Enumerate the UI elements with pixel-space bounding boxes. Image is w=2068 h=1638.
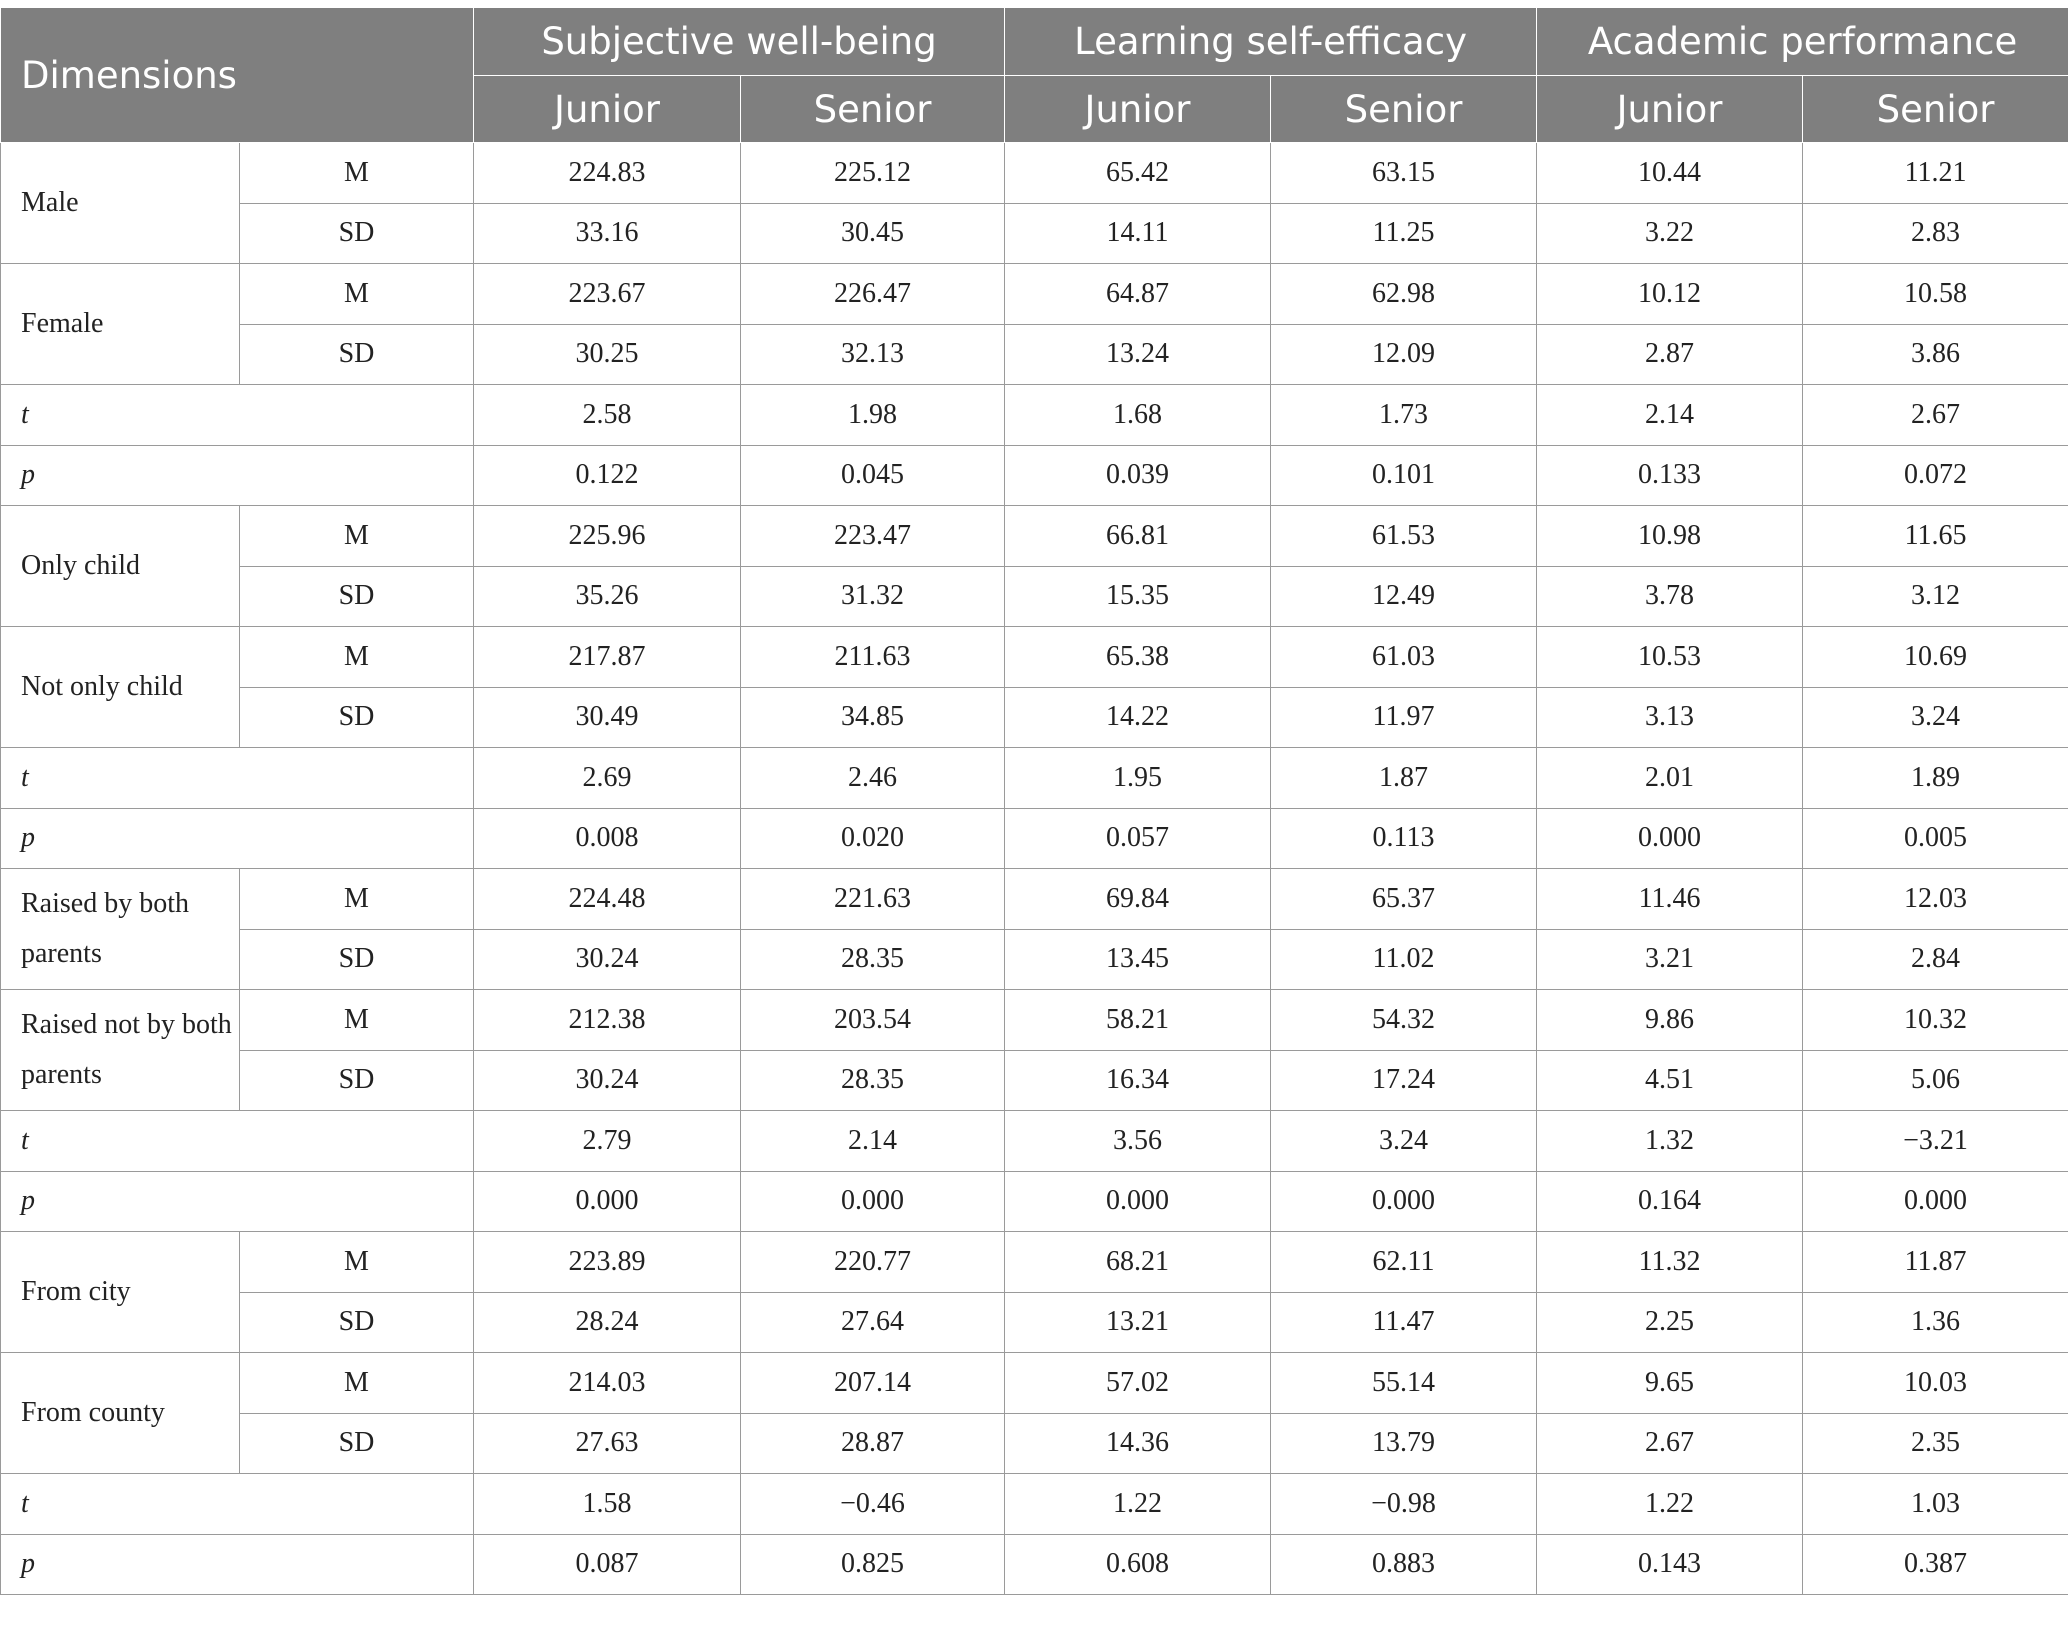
- table-cell: 2.58: [474, 385, 741, 446]
- table-cell: 211.63: [741, 627, 1005, 688]
- subheader-junior: Junior: [1537, 76, 1803, 143]
- table-cell: 12.09: [1271, 324, 1537, 385]
- table-cell: 32.13: [741, 324, 1005, 385]
- table-cell: 55.14: [1271, 1353, 1537, 1414]
- table-cell: 2.69: [474, 748, 741, 809]
- table-cell: 0.020: [741, 808, 1005, 869]
- row-label: p: [1, 1171, 474, 1232]
- table-cell: 225.12: [741, 143, 1005, 204]
- table-row: [1, 324, 2068, 385]
- table-cell: 2.67: [1803, 385, 2068, 446]
- table-cell: 62.11: [1271, 1232, 1537, 1293]
- table-cell: 0.008: [474, 808, 741, 869]
- table-cell: 2.87: [1537, 324, 1803, 385]
- table-cell: 0.000: [1271, 1171, 1537, 1232]
- table-cell: 0.387: [1803, 1534, 2068, 1595]
- table-cell: 3.86: [1803, 324, 2068, 385]
- table-cell: −0.46: [741, 1474, 1005, 1535]
- table-cell: 3.56: [1005, 1111, 1271, 1172]
- table-cell: 10.44: [1537, 143, 1803, 204]
- table-cell: 14.22: [1005, 687, 1271, 748]
- row-label: p: [1, 808, 474, 869]
- table-cell: 30.25: [474, 324, 741, 385]
- table-row: [1, 1232, 2068, 1293]
- table-cell: 0.133: [1537, 445, 1803, 506]
- table-cell: 33.16: [474, 203, 741, 264]
- row-label: From county: [1, 1353, 240, 1474]
- table-cell: −0.98: [1271, 1474, 1537, 1535]
- table-cell: 11.46: [1537, 869, 1803, 930]
- table-cell: 0.000: [1537, 808, 1803, 869]
- table-cell: 13.45: [1005, 929, 1271, 990]
- table-cell: 1.36: [1803, 1292, 2068, 1353]
- subheader-junior: Junior: [1005, 76, 1271, 143]
- table-cell: 31.32: [741, 566, 1005, 627]
- table-cell: 11.02: [1271, 929, 1537, 990]
- table-cell: 27.64: [741, 1292, 1005, 1353]
- table-cell: 0.087: [474, 1534, 741, 1595]
- table-cell: 30.24: [474, 929, 741, 990]
- subheader-senior: Senior: [741, 76, 1005, 143]
- table-cell: 1.22: [1005, 1474, 1271, 1535]
- table-cell: 5.06: [1803, 1050, 2068, 1111]
- table-row: [1, 1353, 2068, 1414]
- table-cell: 28.24: [474, 1292, 741, 1353]
- table-cell: 28.35: [741, 929, 1005, 990]
- stat-label: SD: [240, 324, 474, 385]
- table-cell: 65.38: [1005, 627, 1271, 688]
- table-cell: 11.65: [1803, 506, 2068, 567]
- table-cell: 0.000: [741, 1171, 1005, 1232]
- table-cell: 2.14: [741, 1111, 1005, 1172]
- table-cell: 0.000: [1803, 1171, 2068, 1232]
- table-cell: 0.057: [1005, 808, 1271, 869]
- table-cell: 223.89: [474, 1232, 741, 1293]
- table-cell: 34.85: [741, 687, 1005, 748]
- row-label: t: [1, 385, 474, 446]
- table-cell: 0.825: [741, 1534, 1005, 1595]
- stat-label: SD: [240, 687, 474, 748]
- table-cell: 68.21: [1005, 1232, 1271, 1293]
- table-row: [1, 1413, 2068, 1474]
- table-cell: 10.69: [1803, 627, 2068, 688]
- table-cell: 214.03: [474, 1353, 741, 1414]
- table-row: [1, 687, 2068, 748]
- table-cell: 62.98: [1271, 264, 1537, 325]
- dimensions-header: Dimensions: [1, 8, 474, 143]
- table-cell: 1.32: [1537, 1111, 1803, 1172]
- table-row: [1, 1292, 2068, 1353]
- table-cell: 64.87: [1005, 264, 1271, 325]
- table-cell: 9.65: [1537, 1353, 1803, 1414]
- table-row: [1, 203, 2068, 264]
- table-cell: 223.47: [741, 506, 1005, 567]
- table-cell: 1.03: [1803, 1474, 2068, 1535]
- table-row: [1, 929, 2068, 990]
- table-row: [1, 264, 2068, 325]
- stat-label: SD: [240, 1050, 474, 1111]
- subheader-senior: Senior: [1803, 76, 2068, 143]
- table-row: [1, 627, 2068, 688]
- table-row: [1, 1050, 2068, 1111]
- row-label: p: [1, 1534, 474, 1595]
- table-cell: 3.12: [1803, 566, 2068, 627]
- table-cell: 65.37: [1271, 869, 1537, 930]
- stat-label: M: [240, 264, 474, 325]
- table-cell: 12.49: [1271, 566, 1537, 627]
- row-label: t: [1, 1111, 474, 1172]
- table-cell: 212.38: [474, 990, 741, 1051]
- table-row: [1, 566, 2068, 627]
- table-cell: 0.000: [1005, 1171, 1271, 1232]
- table-cell: 66.81: [1005, 506, 1271, 567]
- table-cell: 1.89: [1803, 748, 2068, 809]
- stat-label: M: [240, 1353, 474, 1414]
- table-cell: 2.79: [474, 1111, 741, 1172]
- group-header-wellbeing: Subjective well-being: [474, 8, 1005, 76]
- table-cell: 2.14: [1537, 385, 1803, 446]
- table-cell: 61.03: [1271, 627, 1537, 688]
- table-cell: 0.039: [1005, 445, 1271, 506]
- table-cell: 1.68: [1005, 385, 1271, 446]
- table-cell: 203.54: [741, 990, 1005, 1051]
- table-cell: 0.883: [1271, 1534, 1537, 1595]
- table-cell: 65.42: [1005, 143, 1271, 204]
- table-cell: 61.53: [1271, 506, 1537, 567]
- stat-label: SD: [240, 203, 474, 264]
- table-cell: 2.01: [1537, 748, 1803, 809]
- table-cell: 30.45: [741, 203, 1005, 264]
- table-cell: 0.122: [474, 445, 741, 506]
- table-cell: 223.67: [474, 264, 741, 325]
- table-row: [1, 506, 2068, 567]
- table-row: [1, 385, 2068, 446]
- table-row: [1, 990, 2068, 1051]
- table-row: [1, 143, 2068, 204]
- table-cell: 16.34: [1005, 1050, 1271, 1111]
- stat-label: M: [240, 627, 474, 688]
- row-label: p: [1, 445, 474, 506]
- table-cell: 11.25: [1271, 203, 1537, 264]
- table-cell: 10.32: [1803, 990, 2068, 1051]
- table-cell: −3.21: [1803, 1111, 2068, 1172]
- table-cell: 13.21: [1005, 1292, 1271, 1353]
- table-cell: 225.96: [474, 506, 741, 567]
- stat-label: M: [240, 990, 474, 1051]
- stat-label: M: [240, 506, 474, 567]
- table-row: [1, 1111, 2068, 1172]
- table-row: [1, 445, 2068, 506]
- stat-label: M: [240, 143, 474, 204]
- results-table: [0, 7, 2068, 1595]
- row-label: Raised by both parents: [1, 869, 240, 990]
- table-row: [1, 1534, 2068, 1595]
- table-cell: 2.46: [741, 748, 1005, 809]
- table-cell: 0.005: [1803, 808, 2068, 869]
- table-cell: 17.24: [1271, 1050, 1537, 1111]
- table-cell: 11.21: [1803, 143, 2068, 204]
- row-label: Female: [1, 264, 240, 385]
- table-cell: 2.84: [1803, 929, 2068, 990]
- table-cell: 0.113: [1271, 808, 1537, 869]
- table-cell: 1.98: [741, 385, 1005, 446]
- table-cell: 0.072: [1803, 445, 2068, 506]
- table-cell: 3.21: [1537, 929, 1803, 990]
- table-cell: 11.97: [1271, 687, 1537, 748]
- table-cell: 54.32: [1271, 990, 1537, 1051]
- row-label: Male: [1, 143, 240, 264]
- table-cell: 14.36: [1005, 1413, 1271, 1474]
- table-cell: 0.101: [1271, 445, 1537, 506]
- table-cell: 2.35: [1803, 1413, 2068, 1474]
- table-row: [1, 748, 2068, 809]
- table-cell: 28.35: [741, 1050, 1005, 1111]
- stat-label: SD: [240, 929, 474, 990]
- table-cell: 3.24: [1271, 1111, 1537, 1172]
- table-cell: 69.84: [1005, 869, 1271, 930]
- table-cell: 63.15: [1271, 143, 1537, 204]
- table-row: [1, 1474, 2068, 1535]
- subheader-junior: Junior: [474, 76, 741, 143]
- table-cell: 0.000: [474, 1171, 741, 1232]
- table-cell: 2.83: [1803, 203, 2068, 264]
- table-cell: 2.25: [1537, 1292, 1803, 1353]
- table-cell: 1.73: [1271, 385, 1537, 446]
- table-cell: 11.47: [1271, 1292, 1537, 1353]
- stat-label: SD: [240, 1292, 474, 1353]
- table-cell: 1.95: [1005, 748, 1271, 809]
- table-cell: 11.32: [1537, 1232, 1803, 1293]
- row-label: From city: [1, 1232, 240, 1353]
- row-label: Raised not by both parents: [1, 990, 240, 1111]
- table-cell: 3.24: [1803, 687, 2068, 748]
- table-cell: 220.77: [741, 1232, 1005, 1293]
- table-cell: 1.22: [1537, 1474, 1803, 1535]
- table-cell: 12.03: [1803, 869, 2068, 930]
- table-cell: 10.98: [1537, 506, 1803, 567]
- table-cell: 10.03: [1803, 1353, 2068, 1414]
- stat-label: SD: [240, 566, 474, 627]
- table-cell: 0.045: [741, 445, 1005, 506]
- table-cell: 28.87: [741, 1413, 1005, 1474]
- table-cell: 0.164: [1537, 1171, 1803, 1232]
- table-cell: 224.83: [474, 143, 741, 204]
- table-cell: 27.63: [474, 1413, 741, 1474]
- subheader-senior: Senior: [1271, 76, 1537, 143]
- table-cell: 30.24: [474, 1050, 741, 1111]
- table-cell: 14.11: [1005, 203, 1271, 264]
- table-cell: 10.12: [1537, 264, 1803, 325]
- group-header-academic: Academic performance: [1537, 8, 2068, 76]
- table-row: [1, 869, 2068, 930]
- table-cell: 30.49: [474, 687, 741, 748]
- table-cell: 0.608: [1005, 1534, 1271, 1595]
- table-cell: 3.13: [1537, 687, 1803, 748]
- table-cell: 3.78: [1537, 566, 1803, 627]
- row-label: Only child: [1, 506, 240, 627]
- row-label: t: [1, 1474, 474, 1535]
- table-cell: 224.48: [474, 869, 741, 930]
- table-cell: 10.58: [1803, 264, 2068, 325]
- table-cell: 1.87: [1271, 748, 1537, 809]
- table-cell: 15.35: [1005, 566, 1271, 627]
- stat-label: M: [240, 1232, 474, 1293]
- table-cell: 1.58: [474, 1474, 741, 1535]
- stat-label: SD: [240, 1413, 474, 1474]
- table-cell: 13.24: [1005, 324, 1271, 385]
- row-label: t: [1, 748, 474, 809]
- group-header-self-efficacy: Learning self-efficacy: [1005, 8, 1537, 76]
- table-cell: 0.143: [1537, 1534, 1803, 1595]
- table-row: [1, 808, 2068, 869]
- stat-label: M: [240, 869, 474, 930]
- row-label: Not only child: [1, 627, 240, 748]
- table-cell: 10.53: [1537, 627, 1803, 688]
- table-cell: 11.87: [1803, 1232, 2068, 1293]
- table-cell: 207.14: [741, 1353, 1005, 1414]
- table-cell: 217.87: [474, 627, 741, 688]
- table-cell: 4.51: [1537, 1050, 1803, 1111]
- table-cell: 58.21: [1005, 990, 1271, 1051]
- table-cell: 13.79: [1271, 1413, 1537, 1474]
- table-cell: 3.22: [1537, 203, 1803, 264]
- table-cell: 57.02: [1005, 1353, 1271, 1414]
- table-cell: 2.67: [1537, 1413, 1803, 1474]
- table-cell: 35.26: [474, 566, 741, 627]
- table-cell: 9.86: [1537, 990, 1803, 1051]
- table-row: [1, 1171, 2068, 1232]
- table-cell: 226.47: [741, 264, 1005, 325]
- table-cell: 221.63: [741, 869, 1005, 930]
